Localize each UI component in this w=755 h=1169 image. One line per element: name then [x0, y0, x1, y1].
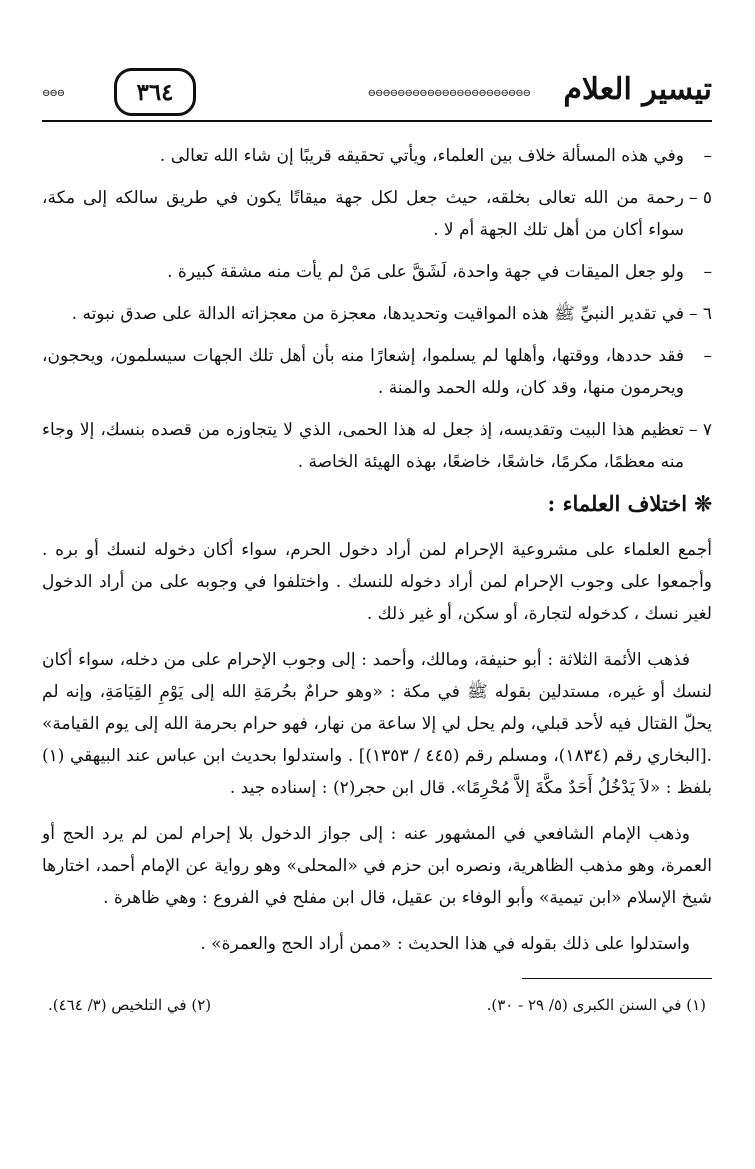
item-marker: ٦ –	[688, 304, 712, 324]
list-item	[42, 256, 712, 288]
paragraph: أجمع العلماء على مشروعية الإحرام لمن أراد دخول الحرم، سواء أكان دخوله لنسك أو بره . وأجمعوا على وجوب الإحرام لمن أراد دخوله للنسك . واختلفوا في وجوبه على من أراد الدخول لغير نسك ، كدخوله لتجارة، أو سكن، أو غير ذلك .	[42, 540, 712, 624]
list-item	[42, 298, 712, 330]
page-number: ٣٦٤	[114, 68, 196, 116]
footnote-divider	[522, 978, 712, 979]
item-marker: –	[703, 262, 712, 282]
item-text: ولو جعل الميقات في جهة واحدة، لَشَقَّ على مَنْ لم يأت منه مشقة كبيرة .	[167, 262, 684, 282]
footnotes	[42, 989, 712, 1021]
book-page	[42, 58, 712, 1021]
list-item	[42, 140, 712, 172]
item-marker: ٥ –	[688, 188, 712, 208]
list-item	[42, 340, 712, 404]
footnote-2: (٢) في التلخيص (٣/ ٤٦٤).	[48, 996, 212, 1014]
item-text: رحمة من الله تعالى بخلقه، حيث جعل لكل جهة ميقاتًا يكون في طريق سالكه إلى مكة، سواء أكان من أهل تلك الجهة أم لا .	[42, 188, 684, 240]
book-title: تيسير العلام	[563, 72, 712, 107]
page-body	[42, 140, 712, 1021]
paragraph: فذهب الأئمة الثلاثة : أبو حنيفة، ومالك، وأحمد : إلى وجوب الإحرام على من دخله، سواء أكان لنسك أو غيره، مستدلين بقوله ﷺ في مكة : «وهو حرامٌ بحُرمَةِ الله إلى يَوْمِ القِيَامَةِ، وإنه لم يحلّ القتال فيه لأحد قبلي، ولم يحل لي إلا ساعة من نهار، فهو حرام بحرمة الله إلى يوم القيامة» .[البخاري رقم (١٨٣٤)، ومسلم رقم (٤٤٥ / ١٣٥٣)] . واستدلوا بحديث ابن عباس عند البيهقي (١) بلفظ : «لاَ يَدْخُلُ أَحَدٌ مكَّةَ إلاَّ مُحْرِمًا». قال ابن حجر(٢) : إسناده جيد .	[42, 650, 712, 798]
footnote-1: (١) في السنن الكبرى (٥/ ٢٩ - ٣٠).	[486, 996, 706, 1014]
item-text: فقد حددها، ووقتها، وأهلها لم يسلموا، إشعارًا منه بأن أهل تلك الجهات سيسلمون، ويحجون، ويحرمون منها، وقد كان، ولله الحمد والمنة .	[42, 346, 684, 398]
item-marker: ٧ –	[688, 420, 712, 440]
header-divider	[42, 120, 712, 122]
header-ornament: ⊖⊖⊖⊖⊖⊖⊖⊖⊖⊖⊖⊖⊖⊖⊖⊖⊖⊖⊖⊖⊖⊖	[367, 88, 530, 99]
item-text: تعظيم هذا البيت وتقديسه، إذ جعل له هذا الحمى، الذي لا يتجاوزه من قصده بنسك، إلا وجاء منه معظمًا، مكرمًا، خاشعًا، خاضعًا، بهذه الهيئة الخاصة .	[42, 420, 684, 472]
paragraph: واستدلوا على ذلك بقوله في هذا الحديث : «ممن أراد الحج والعمرة» .	[200, 934, 690, 954]
item-marker: –	[703, 346, 712, 366]
item-text: في تقدير النبيِّ ﷺ هذه المواقيت وتحديدها، معجزة من معجزاته الدالة على صدق نبوته .	[71, 304, 684, 324]
paragraph: وذهب الإمام الشافعي في المشهور عنه : إلى جواز الدخول بلا إحرام لمن لم يرد الحج أو العمرة، وهو مذهب الظاهرية، ونصره ابن حزم في «المحلى» وهو رواية عن الإمام أحمد، اختارها شيخ الإسلام «ابن تيمية» وأبو الوفاء بن عقيل، قال ابن مفلح في الفروع : وهي ظاهرة .	[42, 824, 712, 908]
item-marker: –	[703, 146, 712, 166]
list-item	[42, 414, 712, 478]
header-ornament-left: ⊖⊖⊖	[42, 88, 65, 99]
list-item	[42, 182, 712, 246]
item-text: وفي هذه المسألة خلاف بين العلماء، ويأتي تحقيقه قريبًا إن شاء الله تعالى .	[159, 146, 684, 166]
page-header	[42, 58, 712, 128]
section-heading: ❊ اختلاف العلماء :	[547, 491, 712, 516]
